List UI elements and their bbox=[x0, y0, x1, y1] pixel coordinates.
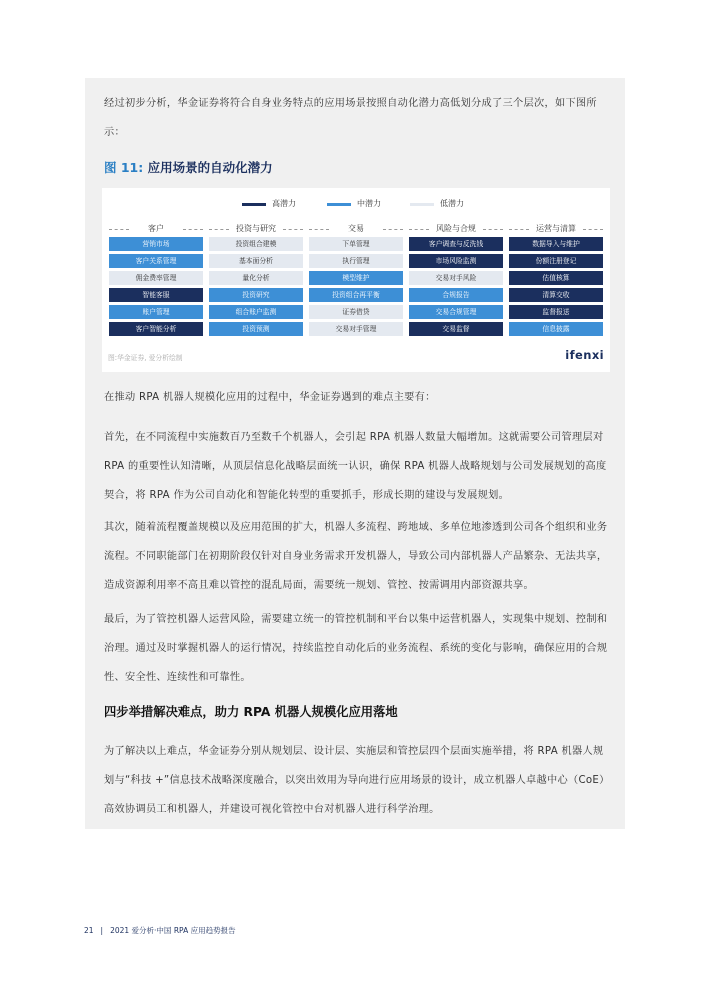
header-divider bbox=[209, 229, 229, 230]
figure-column bbox=[309, 224, 403, 336]
scenario-cell: 证券借贷 bbox=[309, 305, 403, 319]
header-divider bbox=[183, 229, 203, 230]
footer-separator: | bbox=[100, 926, 104, 935]
scenario-cell: 账户管理 bbox=[109, 305, 203, 319]
column-header bbox=[409, 224, 503, 234]
legend-label-mid: 中潜力 bbox=[357, 199, 381, 208]
figure-source: 图:华金证券, 爱分析绘制 bbox=[108, 354, 183, 362]
column-header bbox=[309, 224, 403, 234]
scenario-cell: 执行管理 bbox=[309, 254, 403, 268]
figure-column bbox=[209, 224, 303, 336]
scenario-cell: 投资预测 bbox=[209, 322, 303, 336]
header-divider bbox=[383, 229, 403, 230]
scenario-cell: 智能客服 bbox=[109, 288, 203, 302]
figure-column bbox=[509, 224, 603, 336]
ifenxi-logo: ifenxi bbox=[565, 348, 604, 362]
column-header-label: 客户 bbox=[148, 224, 164, 233]
scenario-cell: 投资组合再平衡 bbox=[309, 288, 403, 302]
scenario-cell: 估值核算 bbox=[509, 271, 603, 285]
header-divider bbox=[509, 229, 529, 230]
header-divider bbox=[583, 229, 603, 230]
legend-label-low: 低潜力 bbox=[440, 199, 464, 208]
scenario-cell: 信息披露 bbox=[509, 322, 603, 336]
column-header bbox=[109, 224, 203, 234]
scenario-cell: 交易监督 bbox=[409, 322, 503, 336]
column-header bbox=[209, 224, 303, 234]
scenario-cell: 量化分析 bbox=[209, 271, 303, 285]
scenario-cell: 交易合规管理 bbox=[409, 305, 503, 319]
paragraph-last: 最后，为了管控机器人运营风险，需要建立统一的管控机制和平台以集中运营机器人，实现集中规划、控制和治理。通过及时掌握机器人的运行情况，持续监控自动化后的业务流程、系统的变化与影响，确保应用的合规性、安全性、连续性和可靠性。 bbox=[104, 614, 608, 683]
column-header-label: 运营与清算 bbox=[536, 224, 576, 233]
scenario-cell: 基本面分析 bbox=[209, 254, 303, 268]
scenario-cell: 投资组合建模 bbox=[209, 237, 303, 251]
figure-column bbox=[109, 224, 203, 336]
scenario-cell: 市场风险监测 bbox=[409, 254, 503, 268]
scenario-cell: 监督报送 bbox=[509, 305, 603, 319]
legend-swatch-high bbox=[242, 203, 266, 206]
paragraph-first: 首先，在不同流程中实施数百乃至数千个机器人，会引起 RPA 机器人数量大幅增加。这就需要公司管理层对 RPA 的重要性认知清晰，从顶层信息化战略层面统一认识，确保 RPA 机器人战略规划与公司发展规划的高度契合，将 RPA 作为公司自动化和智能化转型的重要抓手，形成长期的建设与发展规划。 bbox=[104, 432, 607, 501]
legend-swatch-low bbox=[410, 203, 434, 206]
automation-potential-figure bbox=[102, 188, 610, 372]
legend-label-high: 高潜力 bbox=[272, 199, 296, 208]
report-title: 2021 爱分析·中国 RPA 应用趋势报告 bbox=[110, 926, 236, 935]
scenario-cell: 下单管理 bbox=[309, 237, 403, 251]
scenario-cell: 合规报告 bbox=[409, 288, 503, 302]
section-title: 四步举措解决难点，助力 RPA 机器人规模化应用落地 bbox=[104, 705, 398, 719]
header-divider bbox=[109, 229, 129, 230]
intro-paragraph: 经过初步分析，华金证券将符合自身业务特点的应用场景按照自动化潜力高低划分成了三个层次，如下图所示： bbox=[104, 98, 597, 138]
header-divider bbox=[283, 229, 303, 230]
column-header bbox=[509, 224, 603, 234]
page-footer bbox=[84, 925, 236, 936]
paragraph-measures: 为了解决以上难点，华金证券分别从规划层、设计层、实施层和管控层四个层面实施举措，将 RPA 机器人规划与“科技 +”信息技术战略深度融合，以突出效用为导向进行应用场景的设计，成立机器人卓越中心（CoE）高效协调员工和机器人，并建设可视化管控中台对机器人进行科学治理。 bbox=[104, 746, 605, 815]
scenario-cell: 客户关系管理 bbox=[109, 254, 203, 268]
figure-column bbox=[409, 224, 503, 336]
scenario-cell: 客户智能分析 bbox=[109, 322, 203, 336]
figure-legend bbox=[102, 197, 610, 211]
column-header-label: 投资与研究 bbox=[236, 224, 276, 233]
column-header-label: 风险与合规 bbox=[436, 224, 476, 233]
scenario-cell: 清算交收 bbox=[509, 288, 603, 302]
scenario-cell: 交易对手风险 bbox=[409, 271, 503, 285]
figure-caption: 应用场景的自动化潜力 bbox=[147, 160, 273, 175]
paragraph-difficulties-intro: 在推动 RPA 机器人规模化应用的过程中，华金证券遇到的难点主要有： bbox=[104, 392, 436, 403]
scenario-cell: 营销市场 bbox=[109, 237, 203, 251]
scenario-cell: 份额注册登记 bbox=[509, 254, 603, 268]
legend-swatch-mid bbox=[327, 203, 351, 206]
page-number: 21 bbox=[84, 926, 94, 935]
header-divider bbox=[309, 229, 329, 230]
paragraph-second: 其次，随着流程覆盖规模以及应用范围的扩大，机器人多流程、跨地域、多单位地渗透到公司各个组织和业务流程。不同职能部门在初期阶段仅针对自身业务需求开发机器人，导致公司内部机器人产品繁杂、无法共享，造成资源利用率不高且难以管控的混乱局面，需要统一规划、管控、按需调用内部资源共享。 bbox=[104, 522, 608, 591]
scenario-cell: 客户调查与反洗钱 bbox=[409, 237, 503, 251]
scenario-cell: 组合账户监测 bbox=[209, 305, 303, 319]
header-divider bbox=[483, 229, 503, 230]
scenario-cell: 模型维护 bbox=[309, 271, 403, 285]
header-divider bbox=[409, 229, 429, 230]
scenario-cell: 投资研究 bbox=[209, 288, 303, 302]
column-header-label: 交易 bbox=[348, 224, 364, 233]
scenario-cell: 交易对手管理 bbox=[309, 322, 403, 336]
scenario-cell: 数据导入与维护 bbox=[509, 237, 603, 251]
figure-title bbox=[104, 158, 273, 176]
scenario-cell: 佣金费率管理 bbox=[109, 271, 203, 285]
figure-number: 图 11: bbox=[104, 160, 144, 175]
